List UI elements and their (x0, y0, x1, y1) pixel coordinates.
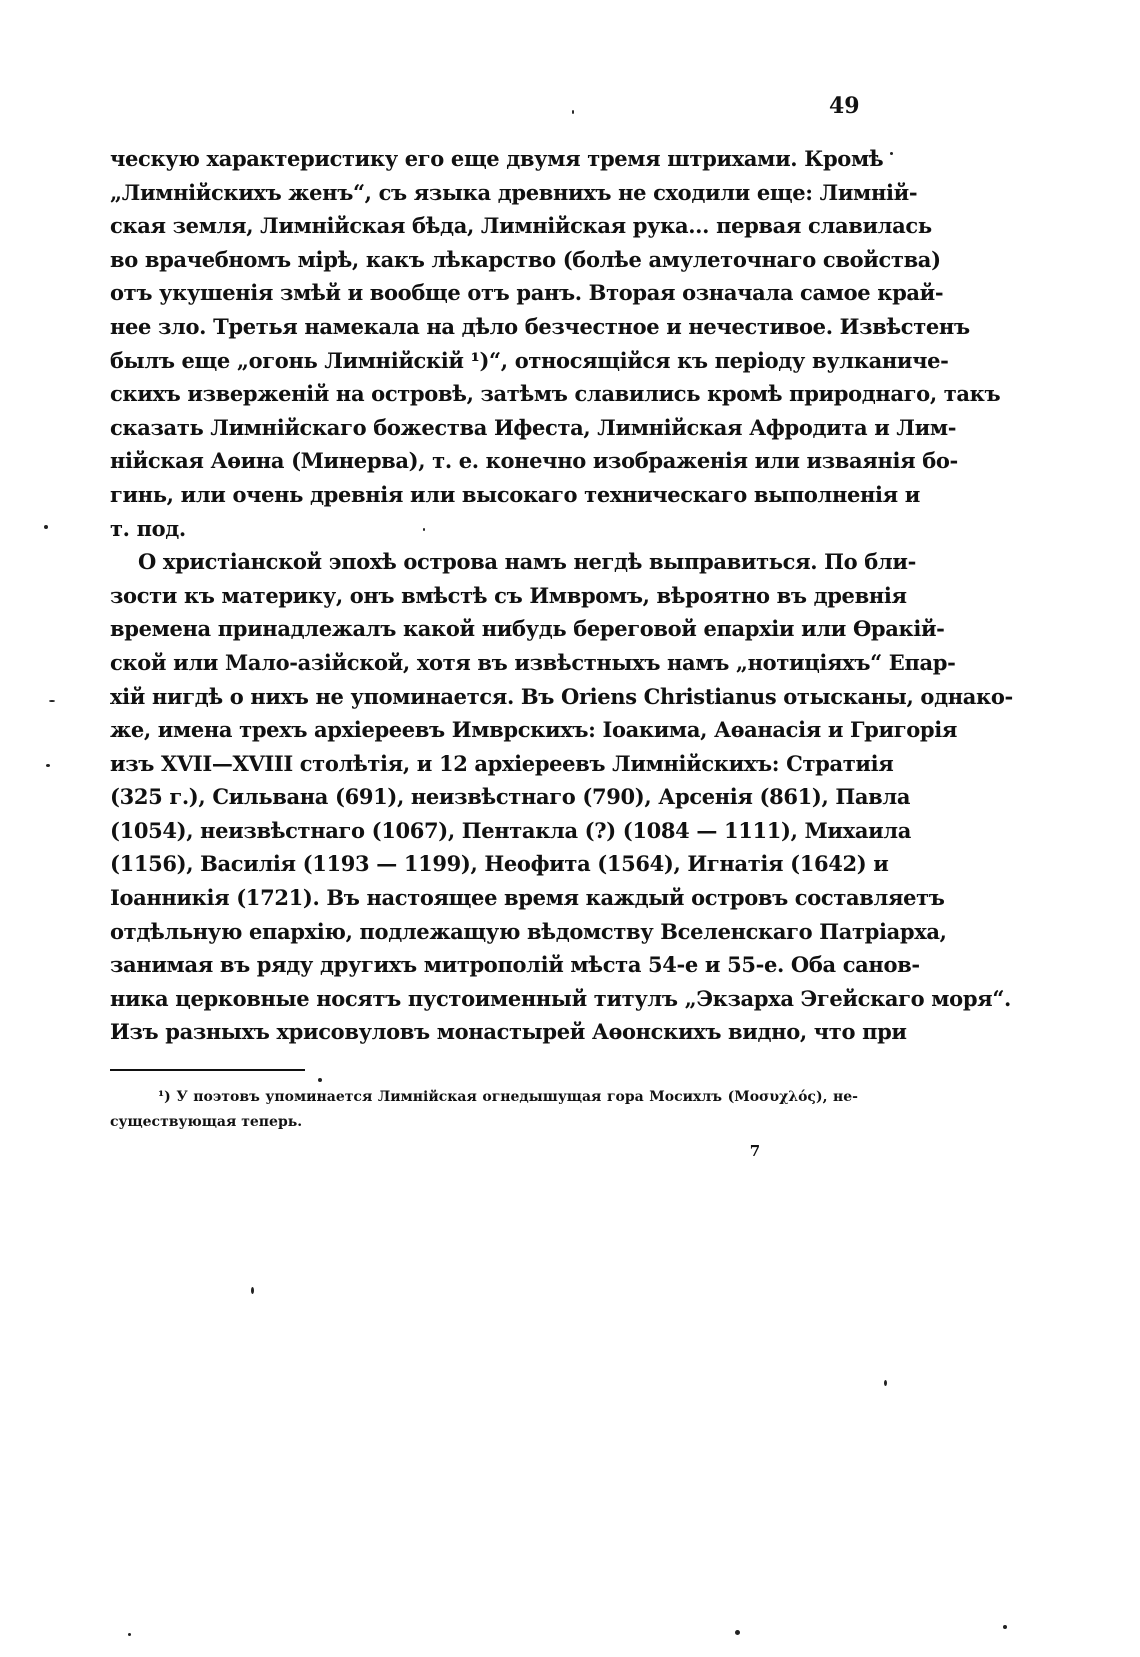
scan-speck (572, 110, 574, 114)
text-line: занимая въ ряду другихъ митрополій мѣста 54-е и 55-е. Оба санов- (110, 952, 920, 978)
text-line: гинь, или очень древнія или высокаго техническаго выполненія и (110, 481, 921, 507)
scan-speck (735, 1630, 740, 1635)
text-line: нее зло. Третья намекала на дѣло безчестное и нечестивое. Извѣстенъ (110, 313, 970, 339)
text-line: во врачебномъ мірѣ, какъ лѣкарство (болѣе амулеточнаго свойства) (110, 246, 941, 272)
text-line: изъ XVII—XVIII столѣтія, и 12 архіереевъ Лимнійскихъ: Стратиія (110, 750, 894, 776)
text-line: Іоанникія (1721). Въ настоящее время каждый островъ составляетъ (110, 885, 945, 911)
text-line: Изъ разныхъ хрисовуловъ монастырей Аѳонскихъ видно, что при (110, 1019, 907, 1045)
scan-speck (46, 764, 50, 767)
text-line: нійская Аѳина (Минерва), т. е. конечно изображенія или изваянія бо- (110, 448, 958, 474)
text-line: (1054), неизвѣстнаго (1067), Пентакла (?) (1084 — 1111), Михаила (110, 817, 912, 843)
scan-speck (423, 528, 425, 531)
scan-speck (44, 525, 48, 529)
scan-speck (318, 1078, 322, 1082)
scan-speck (128, 1633, 131, 1636)
text-line: т. под. (110, 515, 186, 541)
text-line: скихъ изверженій на островѣ, затѣмъ славились кромѣ природнаго, такъ (110, 381, 1001, 407)
footnote (110, 1085, 858, 1135)
text-line: ской или Мало-азійской, хотя въ извѣстныхъ намъ „нотиціяхъ“ Епар- (110, 649, 956, 675)
signature-mark: 7 (749, 1142, 761, 1160)
footnote-line: ¹) У поэтовъ упоминается Лимнійская огнедышущая гора Мосихлъ (Μοσυχλός), не- (158, 1089, 858, 1105)
text-line: (325 г.), Сильвана (691), неизвѣстнаго (790), Арсенія (861), Павла (110, 784, 911, 810)
text-line: ческую характеристику его еще двумя тремя штрихами. Кромѣ (110, 146, 884, 171)
body-text (110, 142, 1013, 1049)
text-line: отдѣльную епархію, подлежащую вѣдомству Вселенскаго Патріарха, (110, 918, 947, 944)
text-line: ника церковные носятъ пустоименный титулъ „Экзарха Эгейскаго моря“. (110, 985, 1012, 1011)
text-line: времена принадлежалъ какой нибудь береговой епархіи или Ѳракій- (110, 616, 945, 642)
text-line: же, имена трехъ архіереевъ Имврскихъ: Іоакима, Аѳанасія и Григорія (110, 717, 958, 743)
text-line: (1156), Василія (1193 — 1199), Неофита (1564), Игнатія (1642) и (110, 851, 889, 877)
text-line: хій нигдѣ о нихъ не упоминается. Въ Oriens Christianus отысканы, однако- (110, 683, 1013, 709)
page-number: 49 (829, 93, 860, 119)
scan-speck (1003, 1625, 1007, 1629)
text-line: былъ еще „огонь Лимнійскій ¹)“, относящійся къ періоду вулканиче- (110, 347, 949, 373)
text-line: сказать Лимнійскаго божества Ифеста, Лимнійская Афродита и Лим- (110, 414, 957, 440)
footnote-divider (110, 1069, 305, 1071)
scan-speck (49, 700, 55, 702)
footnote-line: существующая теперь. (110, 1114, 303, 1130)
scan-speck (890, 152, 893, 155)
scan-speck (251, 1287, 254, 1294)
text-line: „Лимнійскихъ женъ“, съ языка древнихъ не сходили еще: Лимній- (110, 179, 918, 205)
scan-speck (884, 1380, 887, 1386)
text-line: ская земля, Лимнійская бѣда, Лимнійская рука... первая славилась (110, 213, 932, 239)
text-line: О христіанской эпохѣ острова намъ негдѣ выправиться. По бли- (138, 549, 916, 575)
text-line: отъ укушенія змѣй и вообще отъ ранъ. Вторая означала самое край- (110, 280, 944, 306)
text-line: зости къ материку, онъ вмѣстѣ съ Имвромъ, вѣроятно въ древнія (110, 582, 907, 608)
